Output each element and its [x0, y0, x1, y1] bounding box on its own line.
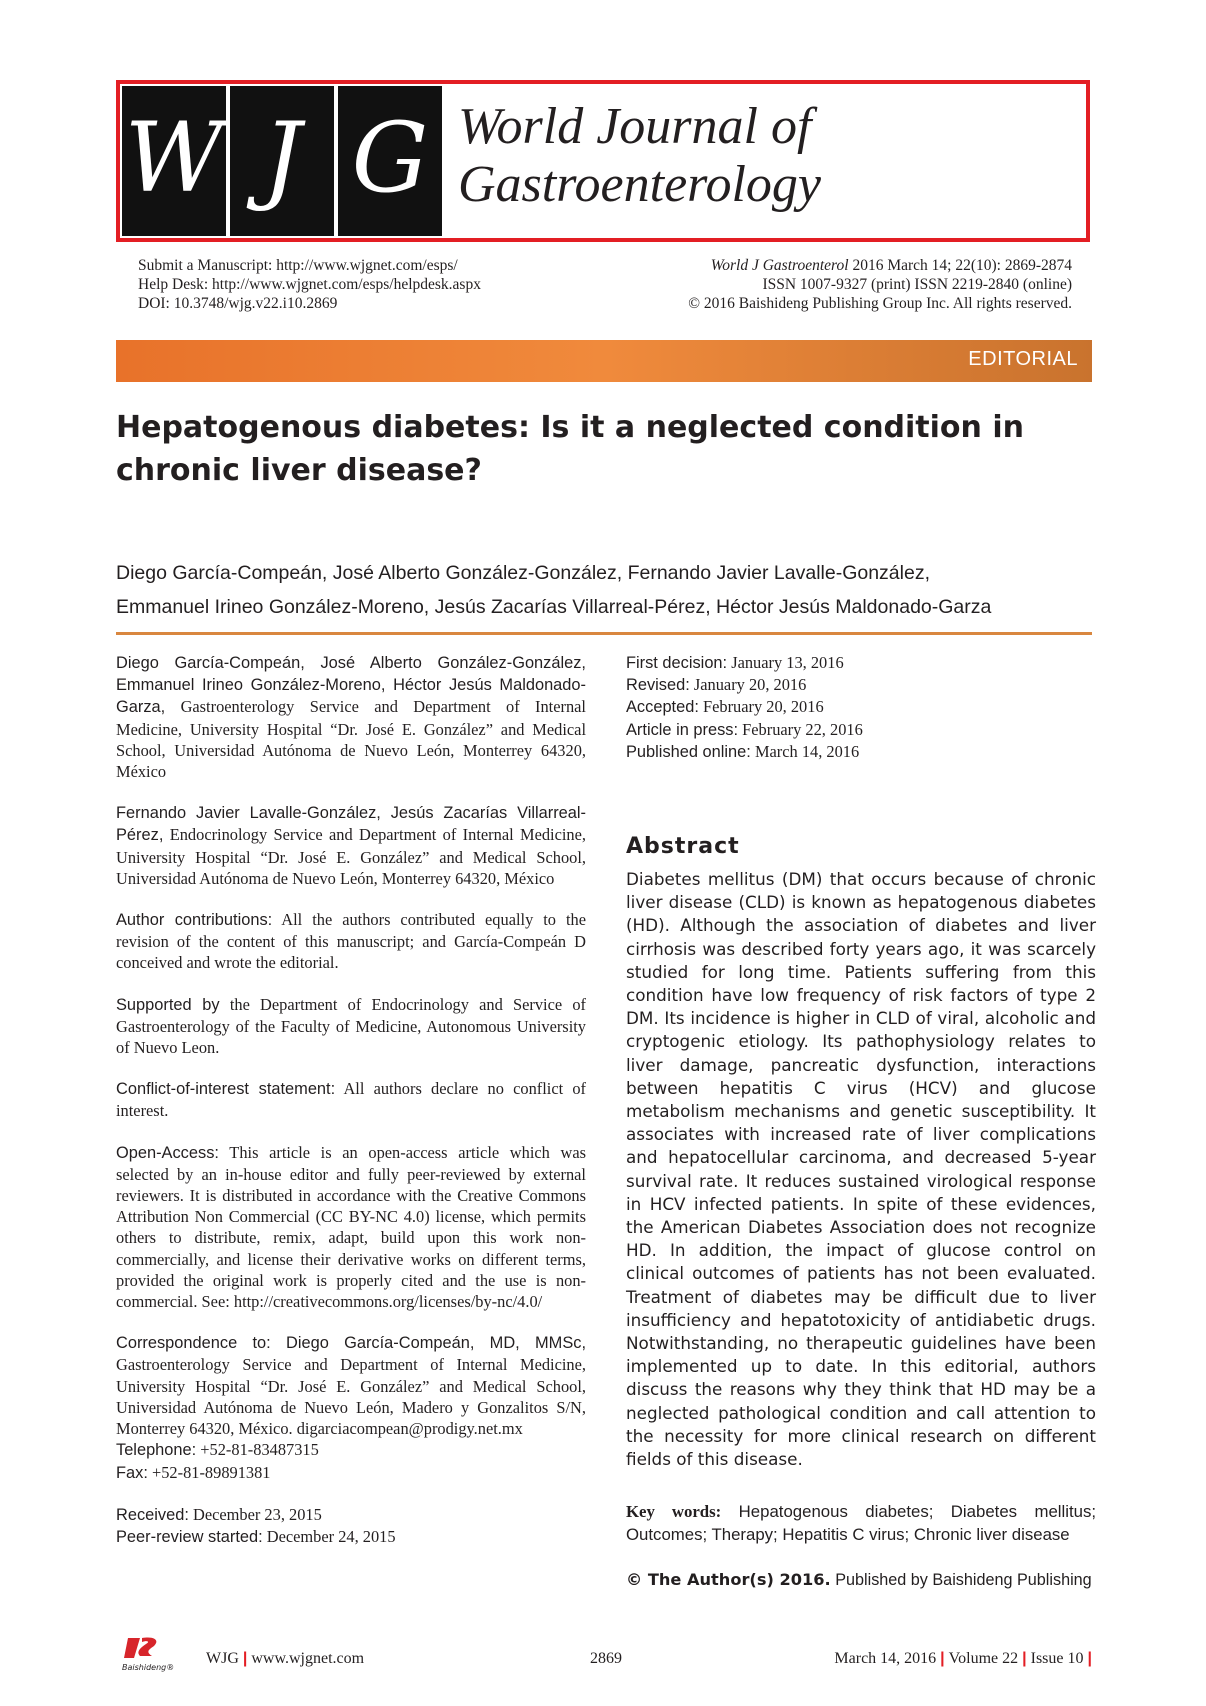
first-decision-label: First decision: — [626, 654, 728, 672]
separator-bar: | — [242, 1650, 248, 1667]
footer-url[interactable]: www.wjgnet.com — [251, 1650, 365, 1667]
fax-value: +52-81-89891381 — [147, 1462, 271, 1482]
history-dates — [626, 652, 1096, 763]
doi-link[interactable]: DOI: 10.3748/wjg.v22.i10.2869 — [138, 295, 338, 312]
footer-issue: Issue 10 — [1030, 1650, 1084, 1667]
published-label: Published online: — [626, 742, 751, 761]
section-label: Author contributions: — [116, 911, 273, 930]
article-type-label: EDITORIAL — [968, 348, 1078, 370]
in-press-label: Article in press: — [626, 720, 739, 739]
separator-bar: | — [1087, 1650, 1092, 1667]
separator-bar: | — [1022, 1650, 1027, 1667]
revised-date: January 20, 2016 — [689, 675, 807, 695]
fax-label: Fax: — [116, 1463, 148, 1482]
funding-statement — [116, 994, 586, 1059]
article-copyright — [626, 1570, 1106, 1590]
author-list — [116, 556, 1096, 624]
article-title-line1: Hepatogenous diabetes: Is it a neglected condition in — [116, 410, 1024, 445]
section-label: Supported by — [116, 995, 220, 1014]
peer-review-label: Peer-review started: — [116, 1527, 263, 1546]
abstract-heading: Abstract — [626, 834, 740, 859]
accepted-label: Accepted: — [626, 698, 699, 717]
section-label: Conflict-of-interest statement: — [116, 1080, 336, 1099]
citation-journal: World J Gastroenterol — [710, 257, 849, 274]
affiliation-authors: Fernando Javier Lavalle-González, Jesús Zacarías Villarreal-Pérez, — [116, 804, 586, 845]
affiliation-text: Gastroenterology Service and Department of Internal Medicine, University Hospital “Dr. José E. González” and Medical School, Universidad Autónoma de Nuevo León, Monterrey 64320, México — [116, 697, 586, 782]
in-press-line — [626, 719, 1096, 741]
author-list-line1: Diego García-Compeán, José Alberto González-González, Fernando Javier Lavalle-González, — [116, 562, 931, 584]
journal-title-line1: World Journal of — [458, 98, 812, 155]
keywords — [626, 1500, 1096, 1546]
logo-letter-j-text: J — [262, 102, 302, 214]
telephone-value: +52-81-83487315 — [196, 1440, 319, 1460]
first-decision-line — [626, 652, 1096, 674]
section-text: All authors declare no conflict of interest. — [116, 1079, 586, 1121]
affiliation-authors: Diego García-Compeán, José Alberto González-González, Emmanuel Irineo González-Moreno, Héctor Jesús Maldonado-Garza, — [116, 654, 586, 717]
divider-rule — [116, 632, 1092, 635]
help-desk-link[interactable]: Help Desk: http://www.wjgnet.com/esps/helpdesk.aspx — [138, 276, 481, 293]
logo-letter-j — [230, 86, 334, 236]
section-text: the Department of Endocrinology and Service of Gastroenterology of the Faculty of Medicine, Autonomous University of Nuevo Leon. — [116, 994, 586, 1058]
published-line — [626, 741, 1096, 763]
correspondence-block — [116, 1332, 586, 1483]
received-date: December 23, 2015 — [188, 1504, 322, 1524]
keywords-label: Key words: — [626, 1502, 722, 1521]
page-footer — [116, 1634, 1100, 1674]
citation-line — [688, 256, 1072, 275]
footer-volume: Volume 22 — [948, 1650, 1019, 1667]
affiliation-endocrinology — [116, 802, 586, 889]
peer-review-line — [116, 1526, 586, 1548]
separator-bar: | — [940, 1650, 945, 1667]
citation-info — [688, 256, 1072, 313]
conflict-statement — [116, 1078, 586, 1121]
received-label: Received: — [116, 1505, 189, 1524]
in-press-date: February 22, 2016 — [738, 719, 863, 739]
section-label: Correspondence to: — [116, 1334, 271, 1353]
section-text: This article is an open-access article which was selected by an in-house editor and fully peer-reviewed by external reviewers. It is distributed in accordance with the Creative Commons Attribution Non Commercial (CC BY-NC 4.0) license, which permits others to distribute, remix, adapt, build upon this work non-commercially, and license their derivative works on different terms, provided the original work is properly cited and the use is non-commercial. See: http://creativecommons.org/licenses/by-nc/4.0/ — [116, 1142, 586, 1312]
correspondence-name: Diego García-Compeán, MD, MMSc, — [270, 1334, 586, 1353]
issn-line: ISSN 1007-9327 (print) ISSN 2219-2840 (online) — [762, 276, 1072, 293]
revised-line — [626, 674, 1096, 696]
footer-date: March 14, 2016 — [834, 1650, 937, 1667]
accepted-date: February 20, 2016 — [698, 697, 824, 717]
telephone-line — [116, 1439, 586, 1461]
footer-journal-abbr: WJG — [206, 1650, 239, 1667]
received-line — [116, 1504, 586, 1526]
journal-title-line2: Gastroenterology — [458, 156, 821, 213]
logo-letter-w — [122, 86, 226, 236]
open-access-statement — [116, 1142, 586, 1313]
abstract-text: Diabetes mellitus (DM) that occurs because of chronic liver disease (CLD) is known as hepatogenous diabetes (HD). Although the association of diabetes and liver cirrhosis was described forty years ago, it was scarcely studied for long time. Patients suffering from this condition have low frequency of risk factors of type 2 DM. Its incidence is higher in CLD of viral, alcoholic and cryptogenic etiology. Its pathophysiology relates to liver damage, pancreatic dysfunction, interactions between hepatitis C virus (HCV) and glucose metabolism mechanisms and genetic susceptibility. It associates with increased rate of liver complications and hepatocellular carcinoma, and decreased 5-year survival rate. It reduces sustained virological response in HCV infected patients. In spite of these evidences, the American Diabetes Association does not recognize HD. In addition, the impact of glucose control on clinical outcomes of patients has not been evaluated. Treatment of diabetes may be difficult due to liver insufficiency and hepatotoxicity of antidiabetic drugs. Notwithstanding, no therapeutic guidelines have been implemented up to date. In this editorial, authors discuss the reasons why they think that HD may be a neglected pathological condition and call attention to the necessity for more clinical research on different fields of this disease. — [626, 869, 1096, 1470]
telephone-label: Telephone: — [116, 1441, 197, 1460]
publisher-logo-text: Baishideng® — [122, 1663, 175, 1672]
submit-manuscript-link[interactable]: Submit a Manuscript: http://www.wjgnet.com/esps/ — [138, 257, 458, 274]
logo-letter-w-text: W — [124, 102, 224, 214]
copyright-line: © 2016 Baishideng Publishing Group Inc. All rights reserved. — [688, 295, 1072, 312]
footer-issue-info — [834, 1650, 1096, 1668]
author-list-line2: Emmanuel Irineo González-Moreno, Jesús Zacarías Villarreal-Pérez, Héctor Jesús Maldonado-Garza — [116, 596, 992, 618]
article-title-line2: chronic liver disease? — [116, 453, 482, 488]
revised-label: Revised: — [626, 676, 690, 695]
published-date: March 14, 2016 — [750, 741, 860, 761]
article-title — [116, 406, 1076, 492]
citation-details: 2016 March 14; 22(10): 2869-2874 — [848, 257, 1072, 274]
peer-review-date: December 24, 2015 — [262, 1526, 396, 1546]
copyright-text: Published by Baishideng Publishing — [830, 1571, 1092, 1589]
article-type-band — [116, 340, 1092, 382]
author-contributions — [116, 909, 586, 974]
affiliation-gastroenterology — [116, 652, 586, 782]
first-decision-date: January 13, 2016 — [727, 653, 844, 672]
section-label: Open-Access: — [116, 1143, 219, 1162]
history-block — [116, 1504, 586, 1548]
journal-masthead — [116, 80, 1090, 242]
footer-journal — [206, 1650, 364, 1668]
logo-letter-g — [338, 86, 442, 236]
fax-line — [116, 1462, 586, 1484]
correspondence-address: Gastroenterology Service and Department of Internal Medicine, University Hospital “Dr. José E. González” and Medical School, Universidad Autónoma de Nuevo León, Madero y Gonzalitos S/N, Monterrey 64320, México. digarciacompean@prodigy.net.mx — [116, 1355, 586, 1439]
affiliation-text: Endocrinology Service and Department of Internal Medicine, University Hospital “Dr. José E. González” and Medical School, Universidad Autónoma de Nuevo León, Monterrey 64320, México — [116, 825, 586, 888]
logo-letter-g-text: G — [351, 102, 429, 214]
submission-info — [138, 256, 481, 313]
publisher-logo-icon — [120, 1634, 180, 1674]
section-text: All the authors contributed equally to the revision of the content of this manuscript; and García-Compeán D conceived and wrote the editorial. — [116, 910, 586, 973]
article-info-column — [116, 652, 586, 1568]
journal-title — [458, 98, 821, 214]
page-number: 2869 — [590, 1650, 622, 1667]
accepted-line — [626, 696, 1096, 718]
copyright-bold: © The Author(s) 2016. — [626, 1570, 831, 1589]
keywords-text: Hepatogenous diabetes; Diabetes mellitus; Outcomes; Therapy; Hepatitis C virus; Chronic liver disease — [626, 1502, 1097, 1544]
